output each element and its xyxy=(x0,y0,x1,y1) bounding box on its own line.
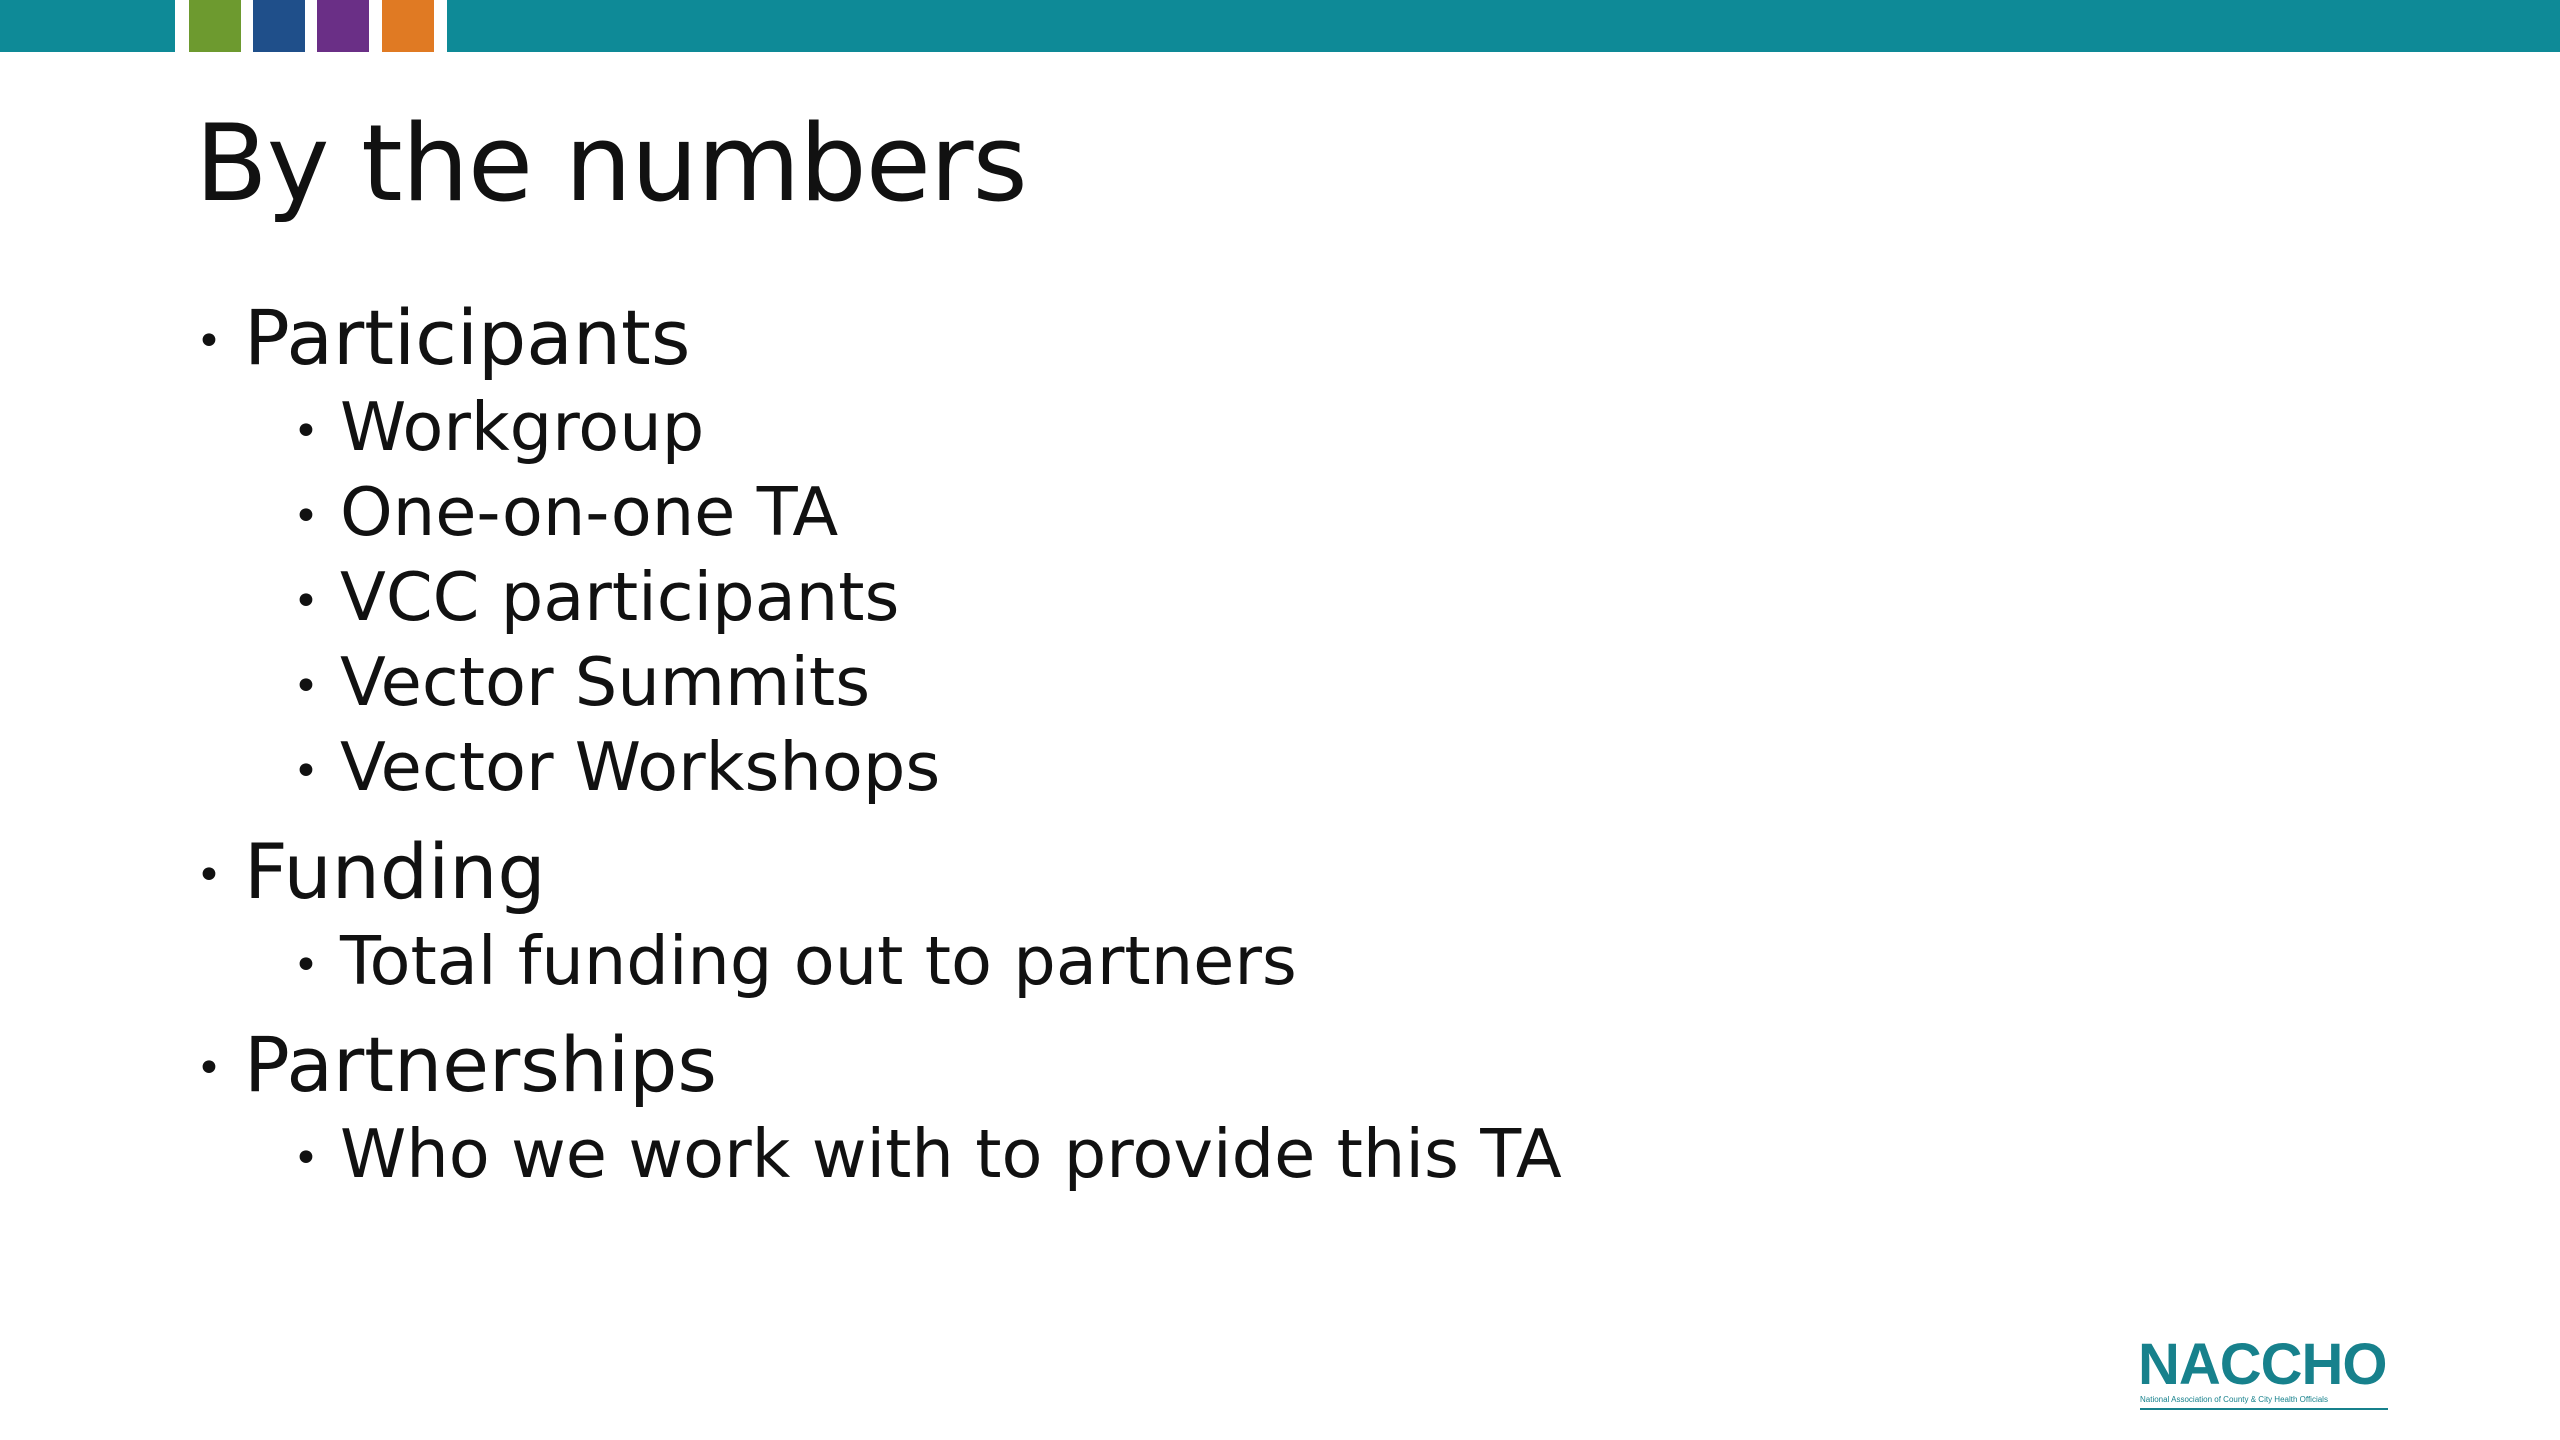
sub-bullet-vector-summits xyxy=(293,643,871,721)
bullet-label: Funding xyxy=(244,827,546,916)
sub-bullet-one-on-one-ta xyxy=(293,473,839,551)
sub-bullet-label: One-on-one TA xyxy=(340,473,839,551)
bullet-dot-icon: • xyxy=(293,406,319,457)
logo-wordmark: NACCHO xyxy=(2138,1332,2387,1397)
naccho-logo xyxy=(2138,1332,2390,1416)
bullet-dot-icon: • xyxy=(293,576,319,627)
sub-bullet-label: Who we work with to provide this TA xyxy=(340,1115,1562,1193)
sub-bullet-label: Vector Summits xyxy=(340,643,871,721)
bullet-dot-icon: • xyxy=(293,940,319,991)
sub-bullet-workgroup xyxy=(293,388,705,466)
sub-bullet-vector-workshops xyxy=(293,728,941,806)
bullet-dot-icon: • xyxy=(196,1043,222,1094)
logo-underline xyxy=(2140,1408,2388,1410)
sub-bullet-label: VCC participants xyxy=(340,558,900,636)
logo-tagline: National Association of County & City Health Officials xyxy=(2140,1395,2328,1404)
bullet-partnerships xyxy=(196,1020,717,1109)
bullet-dot-icon: • xyxy=(293,1133,319,1184)
sub-bullet-vcc-participants xyxy=(293,558,900,636)
sub-bullet-total-funding xyxy=(293,922,1297,1000)
bullet-dot-icon: • xyxy=(196,316,222,367)
slide-title: By the numbers xyxy=(195,102,1027,225)
bullet-dot-icon: • xyxy=(196,850,222,901)
bullet-funding xyxy=(196,827,546,916)
bullet-dot-icon: • xyxy=(293,491,319,542)
sub-bullet-label: Total funding out to partners xyxy=(340,922,1297,1000)
bullet-dot-icon: • xyxy=(293,746,319,797)
sub-bullet-partners-ta xyxy=(293,1115,1562,1193)
bullet-dot-icon: • xyxy=(293,661,319,712)
sub-bullet-label: Vector Workshops xyxy=(340,728,941,806)
bullet-label: Partnerships xyxy=(244,1020,717,1109)
bullet-participants xyxy=(196,293,691,382)
bullet-label: Participants xyxy=(244,293,691,382)
sub-bullet-label: Workgroup xyxy=(340,388,705,466)
